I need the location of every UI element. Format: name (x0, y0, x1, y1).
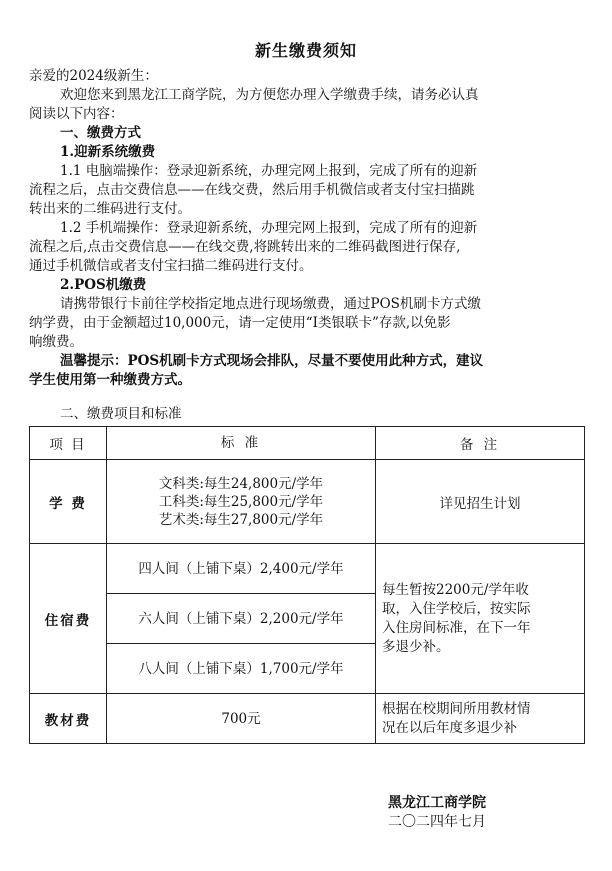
housing-standard-4: 四人间（上铺下桌）2,400元/学年 (107, 544, 376, 594)
item1-line-1: 1.1 电脑端操作：登录迎新系统，办理完网上报到，完成了所有的迎新 (60, 163, 478, 179)
item2-line-2: 流程之后,点击交费信息——在线交费,将跳转出来的二维码截图进行保存, (29, 239, 461, 255)
signature-org: 黑龙江工商学院 (388, 795, 486, 811)
table-row-tuition (30, 460, 585, 544)
textbook-note (376, 694, 585, 744)
tuition-note: 详见招生计划 (376, 460, 585, 544)
textbook-note-line: 况在以后年度多退少补 (382, 719, 517, 736)
textbook-item: 教材费 (30, 694, 107, 744)
item2-line-3: 通过手机微信或者支付宝扫描二维码进行支付。 (29, 258, 313, 274)
housing-note-line: 多退少补。 (382, 638, 450, 655)
intro-line-2: 阅读以下内容： (29, 106, 124, 122)
sub1-heading: 1.迎新系统缴费 (60, 144, 156, 160)
fee-table (29, 426, 585, 744)
section1-heading: 一、缴费方式 (60, 125, 141, 141)
greeting: 亲爱的2024级新生： (29, 68, 158, 84)
housing-standard-6: 六人间（上铺下桌）2,200元/学年 (107, 594, 376, 644)
tuition-standard-line: 工科类:每生25,800元/学年 (158, 493, 324, 510)
housing-note-line: 每生暂按2200元/学年收 (382, 581, 529, 598)
housing-standard-8: 八人间（上铺下桌）1,700元/学年 (107, 644, 376, 694)
item1-line-3: 转出来的二维码进行支付。 (29, 201, 191, 217)
section2-heading: 二、缴费项目和标准 (60, 406, 182, 422)
table-header-row (30, 427, 585, 460)
pos-line-2: 纳学费，由于金额超过10,000元，请一定使用“I类银联卡”存款,以免影 (29, 315, 451, 331)
item2-line-1: 1.2 手机端操作：登录迎新系统，办理完网上报到，完成了所有的迎新 (60, 220, 478, 236)
housing-note (376, 544, 585, 694)
page-title: 新生缴费须知 (254, 41, 357, 60)
intro-line-1: 欢迎您来到黑龙江工商学院，为方便您办理入学缴费手续，请务必认真 (60, 87, 479, 103)
table-row-textbook (30, 694, 585, 744)
tuition-item: 学 费 (30, 460, 107, 544)
tuition-standard (107, 460, 376, 544)
sub2-heading: 2.POS机缴费 (60, 277, 147, 293)
pos-line-3: 响缴费。 (29, 334, 83, 350)
item1-line-2: 流程之后，点击交费信息——在线交费，然后用手机微信或者支付宝扫描跳 (29, 182, 475, 198)
textbook-note-line: 根据在校期间所用教材情 (382, 700, 531, 717)
tuition-standard-line: 文科类:每生24,800元/学年 (158, 475, 324, 492)
tip-line-1: 温馨提示：POS机刷卡方式现场会排队，尽量不要使用此种方式，建议 (60, 353, 484, 369)
tip-line-2: 学生使用第一种缴费方式。 (29, 372, 191, 388)
signature-date: 二〇二四年七月 (388, 814, 486, 830)
housing-note-line: 取，入住学校后，按实际 (382, 600, 531, 617)
header-item: 项 目 (30, 427, 107, 460)
header-note: 备 注 (376, 427, 585, 460)
pos-line-1: 请携带银行卡前往学校指定地点进行现场缴费，通过POS机刷卡方式缴 (60, 296, 481, 312)
housing-item: 住宿费 (30, 544, 107, 694)
header-standard: 标 准 (107, 427, 376, 460)
table-row-housing-1 (30, 544, 585, 594)
housing-note-line: 入住房间标准，在下一年 (382, 619, 531, 636)
tuition-standard-line: 艺术类:每生27,800元/学年 (158, 511, 324, 528)
textbook-standard: 700元 (107, 694, 376, 744)
